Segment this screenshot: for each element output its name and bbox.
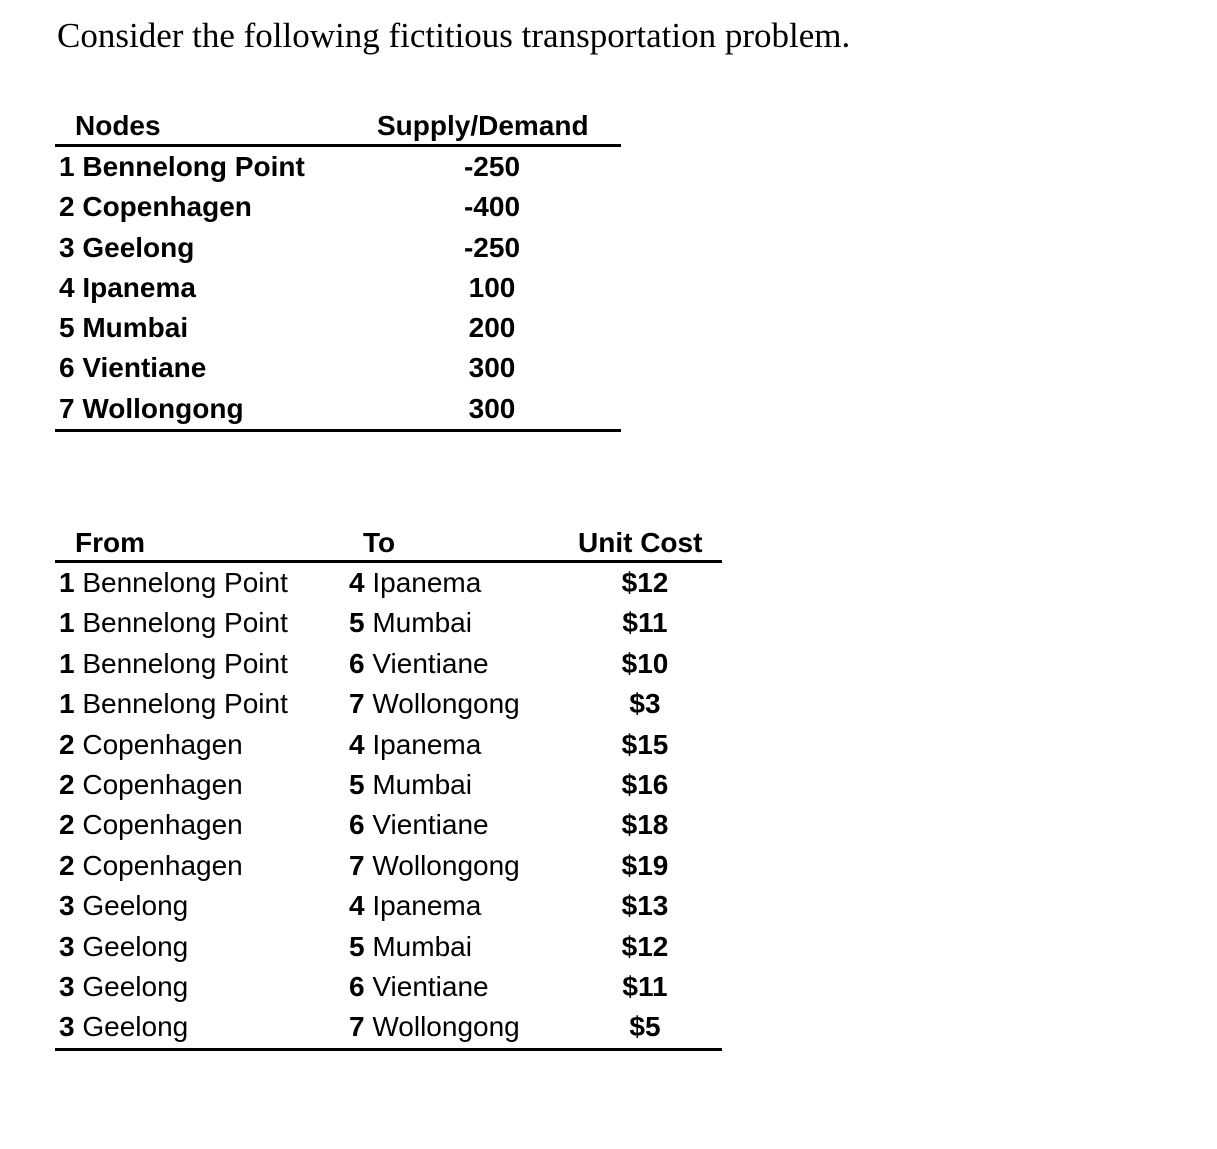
route-to xyxy=(349,927,472,967)
routes-table-body xyxy=(55,563,722,1051)
route-from-number: 1 xyxy=(59,607,75,639)
unit-cost-value: $18 xyxy=(621,809,669,841)
table-row xyxy=(55,563,722,603)
route-from-number: 3 xyxy=(59,970,75,1002)
route-to xyxy=(349,644,489,684)
table-row xyxy=(55,389,621,429)
route-to xyxy=(349,1007,520,1047)
supply-demand-column-header: Supply/Demand xyxy=(377,110,589,141)
route-to-name: Mumbai xyxy=(372,930,472,962)
node-name: 5 Mumbai xyxy=(59,312,189,344)
route-to xyxy=(349,967,489,1007)
unit-cost-value: $12 xyxy=(621,567,669,598)
route-from-name: Bennelong Point xyxy=(82,607,288,639)
route-from xyxy=(59,644,288,684)
supply-demand-value: -250 xyxy=(463,231,521,263)
route-from-number: 1 xyxy=(59,688,75,720)
nodes-table-header xyxy=(55,108,621,147)
route-from-name: Bennelong Point xyxy=(82,647,288,679)
route-to xyxy=(349,563,481,603)
route-to-number: 7 xyxy=(349,849,365,881)
supply-demand-value: 200 xyxy=(468,312,516,344)
route-from-number: 3 xyxy=(59,1011,75,1043)
node-name: 3 Geelong xyxy=(59,231,195,263)
unit-cost-value: $13 xyxy=(621,890,669,922)
route-to-name: Ipanema xyxy=(372,728,482,760)
node-name: 7 Wollongong xyxy=(59,392,244,424)
table-row xyxy=(55,228,621,268)
route-to xyxy=(349,603,472,643)
route-to-name: Vientiane xyxy=(372,809,489,841)
route-from-name: Geelong xyxy=(82,970,189,1002)
route-from xyxy=(59,563,288,603)
route-from xyxy=(59,805,243,845)
route-to xyxy=(349,684,520,724)
route-to xyxy=(349,805,489,845)
route-to-number: 5 xyxy=(349,930,365,962)
route-to-name: Vientiane xyxy=(372,970,489,1002)
route-to-number: 4 xyxy=(349,567,365,598)
unit-cost-value: $10 xyxy=(621,647,669,679)
table-row xyxy=(55,308,621,348)
route-from xyxy=(59,886,188,926)
node-name: 4 Ipanema xyxy=(59,271,196,303)
to-column-header: To xyxy=(363,527,396,558)
route-from-number: 1 xyxy=(59,647,75,679)
route-from-number: 1 xyxy=(59,567,75,598)
route-from-number: 3 xyxy=(59,930,75,962)
route-to xyxy=(349,765,472,805)
route-from-name: Geelong xyxy=(82,1011,189,1043)
unit-cost-value: $11 xyxy=(622,607,668,639)
node-name: 1 Bennelong Point xyxy=(59,151,305,182)
route-from xyxy=(59,927,188,967)
routes-table xyxy=(55,525,722,1051)
table-row xyxy=(55,268,621,308)
route-from xyxy=(59,846,243,886)
route-to xyxy=(349,725,481,765)
unit-cost-value: $15 xyxy=(621,728,669,760)
table-row xyxy=(55,886,722,926)
table-row xyxy=(55,846,722,886)
route-from-number: 3 xyxy=(59,890,75,922)
route-from-name: Geelong xyxy=(82,930,189,962)
table-row xyxy=(55,967,722,1007)
table-row xyxy=(55,765,722,805)
unit-cost-value: $19 xyxy=(621,849,669,881)
table-row xyxy=(55,187,621,227)
route-from-number: 2 xyxy=(59,809,75,841)
route-from-name: Bennelong Point xyxy=(82,688,288,720)
routes-table-header xyxy=(55,525,722,563)
route-to-name: Wollongong xyxy=(372,849,520,881)
nodes-column-header: Nodes xyxy=(75,110,161,141)
route-to-name: Ipanema xyxy=(372,567,482,598)
route-to-number: 6 xyxy=(349,647,365,679)
route-to-name: Ipanema xyxy=(372,890,482,922)
route-from-name: Bennelong Point xyxy=(82,567,288,598)
unit-cost-value: $11 xyxy=(622,970,668,1002)
route-from-name: Copenhagen xyxy=(82,849,243,881)
unit-cost-column-header: Unit Cost xyxy=(578,527,703,558)
unit-cost-value: $3 xyxy=(629,688,661,720)
route-to-number: 6 xyxy=(349,970,365,1002)
route-from-number: 2 xyxy=(59,849,75,881)
route-from-name: Copenhagen xyxy=(82,728,243,760)
table-row xyxy=(55,1007,722,1047)
table-row xyxy=(55,725,722,765)
unit-cost-value: $16 xyxy=(621,768,669,800)
route-from xyxy=(59,1007,188,1047)
node-name: 2 Copenhagen xyxy=(59,191,252,223)
route-from-name: Copenhagen xyxy=(82,809,243,841)
route-from xyxy=(59,603,288,643)
unit-cost-value: $12 xyxy=(621,930,669,962)
table-row xyxy=(55,147,621,187)
route-to-number: 5 xyxy=(349,768,365,800)
route-to-name: Wollongong xyxy=(372,688,520,720)
supply-demand-value: 300 xyxy=(468,352,516,384)
route-to-name: Mumbai xyxy=(372,607,472,639)
intro-text: Consider the following fictitious transportation problem. xyxy=(57,16,851,55)
from-column-header: From xyxy=(75,527,145,558)
route-to xyxy=(349,846,520,886)
route-to-number: 4 xyxy=(349,890,365,922)
route-to-number: 5 xyxy=(349,607,365,639)
route-from xyxy=(59,684,288,724)
table-row xyxy=(55,644,722,684)
route-to xyxy=(349,886,481,926)
route-from-number: 2 xyxy=(59,768,75,800)
supply-demand-value: 300 xyxy=(468,392,516,424)
route-from-name: Geelong xyxy=(82,890,189,922)
route-from-name: Copenhagen xyxy=(82,768,243,800)
route-to-number: 7 xyxy=(349,1011,365,1043)
route-to-name: Wollongong xyxy=(372,1011,520,1043)
node-name: 6 Vientiane xyxy=(59,352,207,384)
route-from xyxy=(59,967,188,1007)
route-to-number: 4 xyxy=(349,728,365,760)
route-from xyxy=(59,725,243,765)
table-row xyxy=(55,348,621,388)
route-to-name: Vientiane xyxy=(372,647,489,679)
table-row xyxy=(55,927,722,967)
unit-cost-value: $5 xyxy=(629,1011,661,1043)
route-from xyxy=(59,765,243,805)
supply-demand-value: 100 xyxy=(468,271,516,303)
route-from-number: 2 xyxy=(59,728,75,760)
supply-demand-value: -250 xyxy=(463,151,521,182)
table-row xyxy=(55,805,722,845)
route-to-number: 6 xyxy=(349,809,365,841)
route-to-name: Mumbai xyxy=(372,768,472,800)
supply-demand-value: -400 xyxy=(463,191,521,223)
table-row xyxy=(55,603,722,643)
nodes-table-body xyxy=(55,147,621,432)
nodes-table xyxy=(55,108,621,432)
route-to-number: 7 xyxy=(349,688,365,720)
table-row xyxy=(55,684,722,724)
